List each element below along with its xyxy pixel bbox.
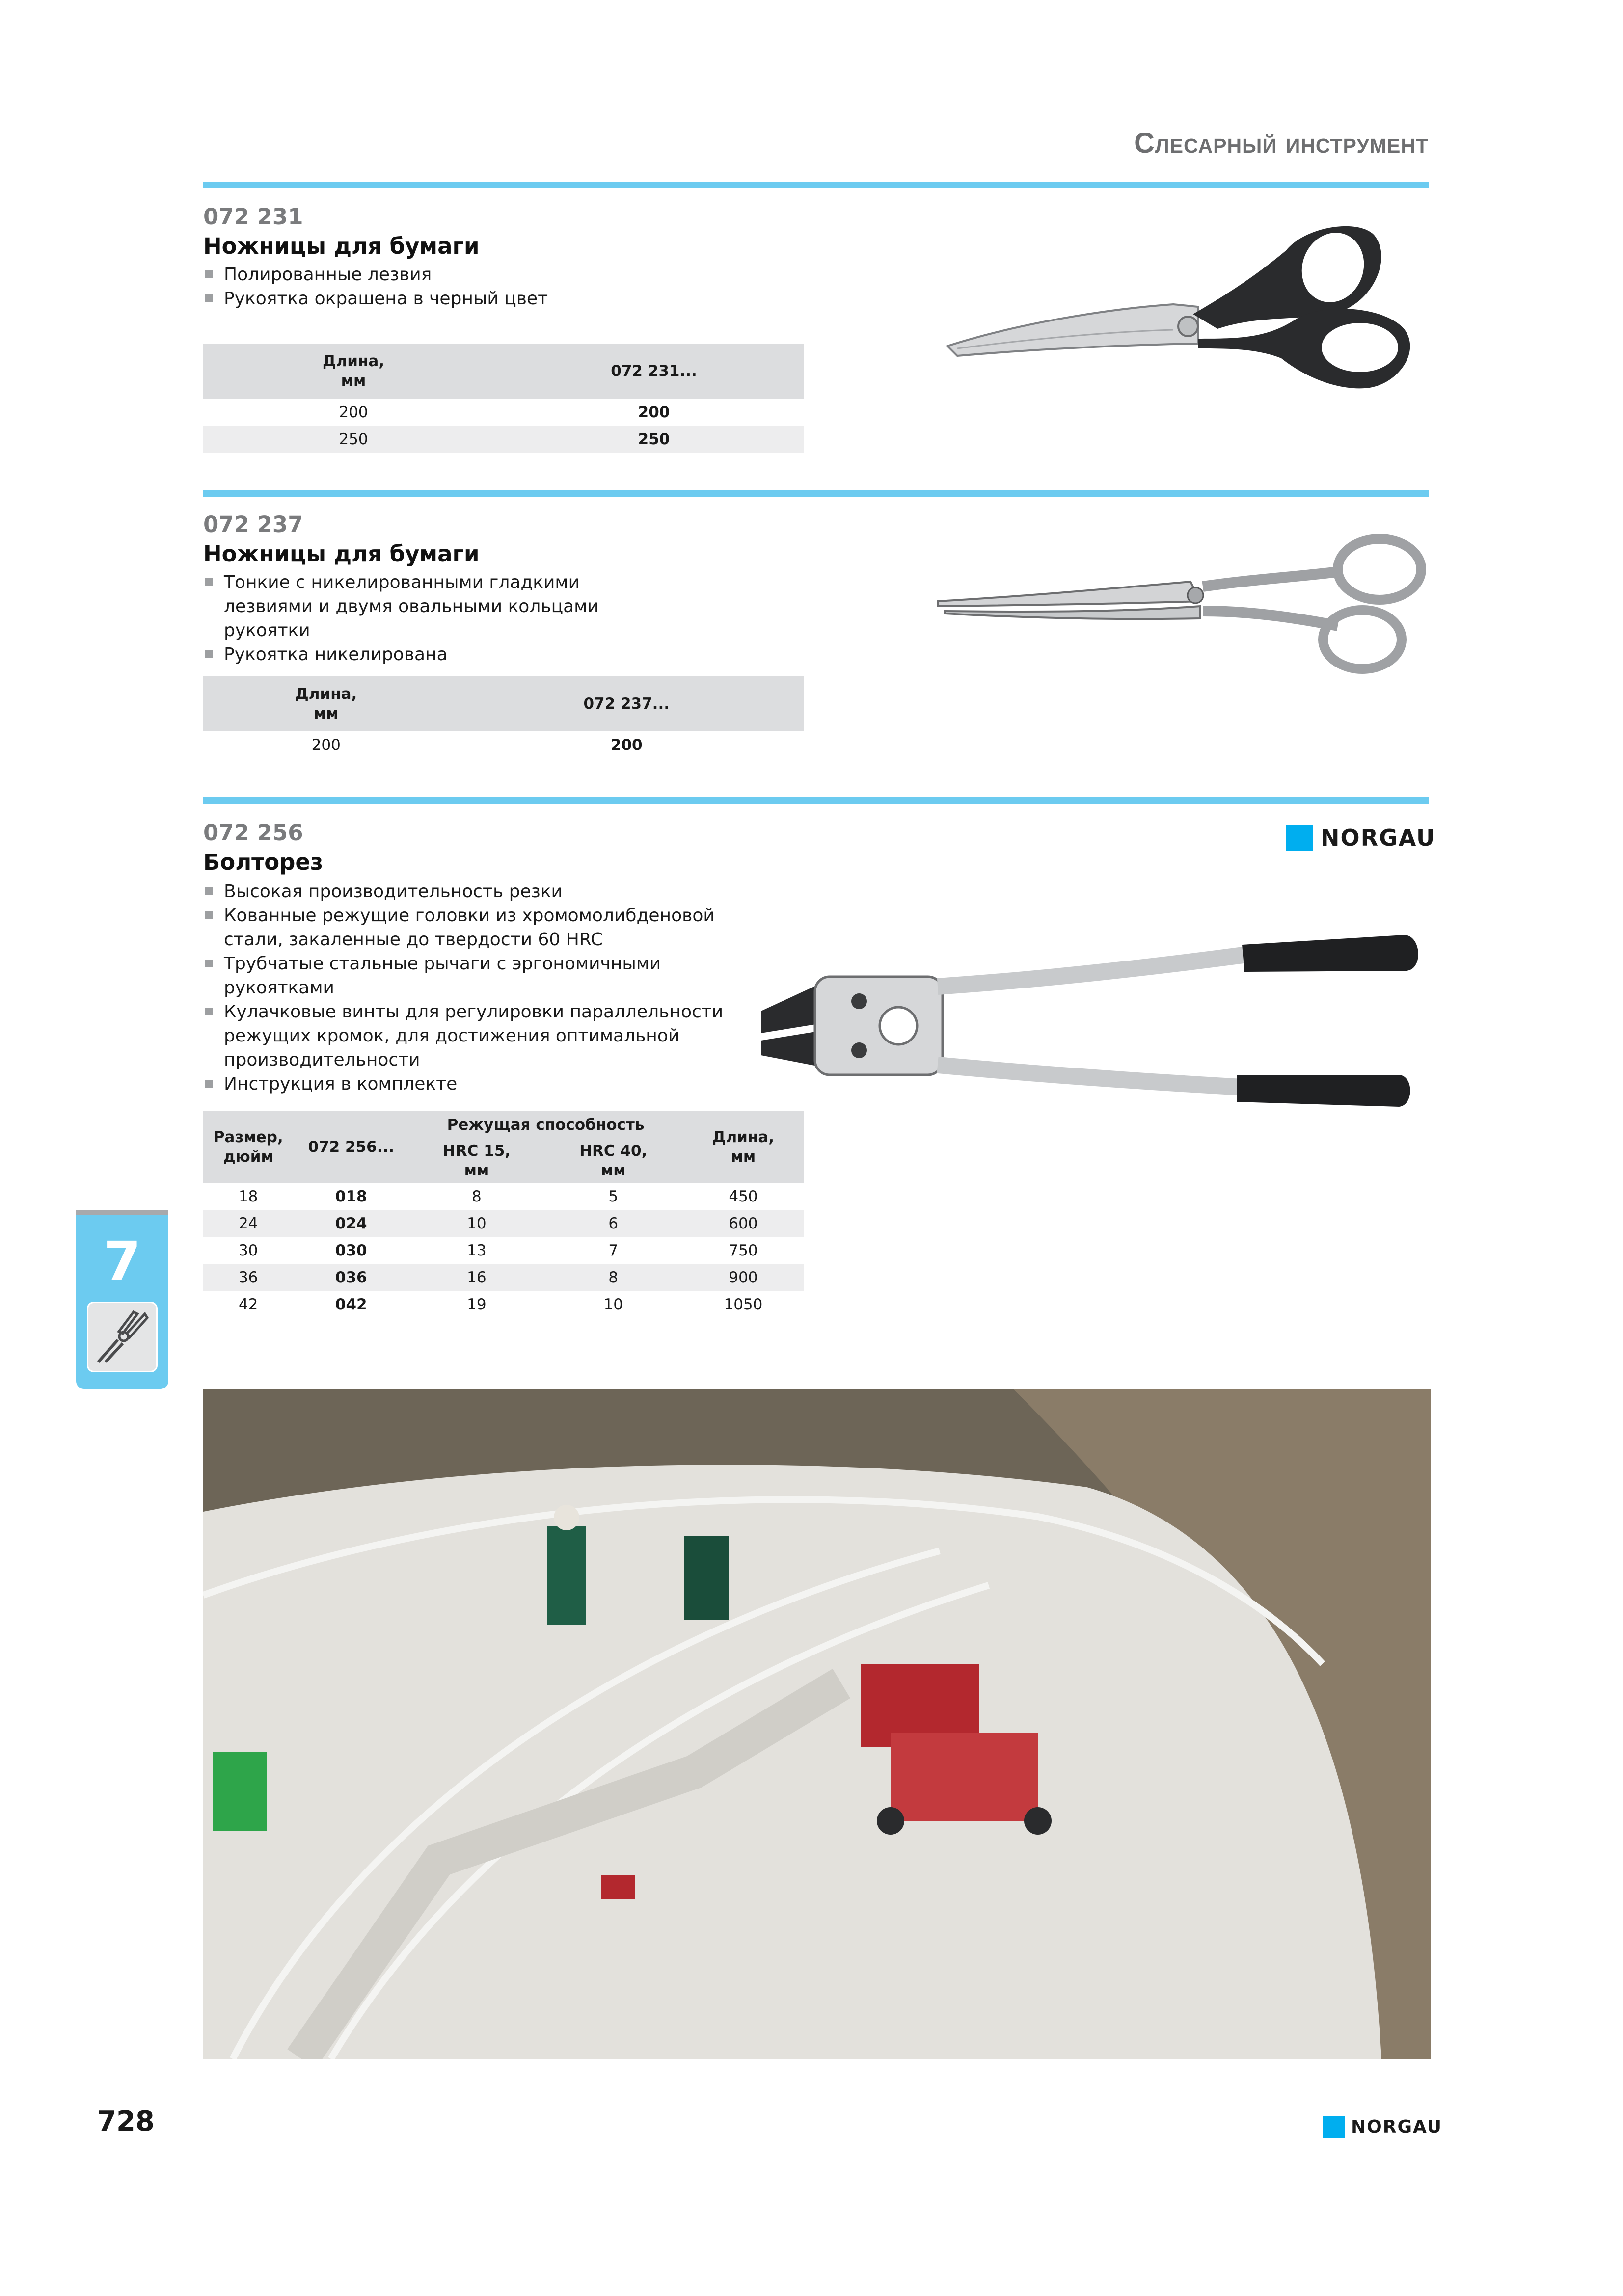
table-cell: 36: [203, 1264, 293, 1291]
product-code: 072 237: [203, 511, 303, 537]
feature-item: Рукоятка окрашена в черный цвет: [203, 287, 841, 311]
feature-item: Инструкция в комплекте: [203, 1072, 768, 1096]
feature-item: Полированные лезвия: [203, 263, 841, 287]
table-cell: 10: [603, 1295, 623, 1313]
table-cell: 250: [203, 426, 504, 453]
feature-item: Кованные режущие головки из хромомолибденовой стали, закаленные до твердости 60 HRC: [203, 904, 768, 952]
table-cell: 5: [608, 1187, 619, 1205]
product-title: Ножницы для бумаги: [203, 233, 480, 259]
column-header: Размер, дюйм: [203, 1111, 293, 1183]
table-cell: 030: [335, 1241, 367, 1259]
table-cell: 024: [293, 1210, 409, 1237]
column-header: 072 256...: [293, 1111, 409, 1183]
worksite-photo: [203, 1389, 1431, 2059]
table-cell: 200: [311, 736, 341, 754]
table-cell: 200: [339, 403, 368, 421]
table-cell: 200: [638, 403, 670, 421]
feature-list: [203, 570, 670, 667]
product-title: Болторез: [203, 849, 324, 875]
table-cell: 19: [467, 1295, 487, 1313]
footer-logo-mark: [1323, 2116, 1345, 2138]
table-cell: 13: [467, 1241, 487, 1259]
section-rule: [203, 182, 1429, 188]
column-header: HRC 40, мм: [544, 1139, 682, 1183]
feature-item: Кулачковые винты для регулировки параллельности режущих кромок, для достижения оптимальной производительности: [203, 1000, 768, 1072]
table-cell: 8: [472, 1187, 482, 1205]
spec-table: [203, 676, 804, 758]
column-header: Длина, мм: [682, 1111, 804, 1183]
table-cell: 42: [238, 1295, 258, 1313]
chapter-number: 7: [103, 1230, 141, 1293]
table-row: [203, 1183, 804, 1210]
paper-scissors-black-image: [943, 216, 1429, 412]
column-header: 072 231...: [504, 344, 804, 399]
column-header: Длина, мм: [203, 344, 504, 399]
brand-logo-mark: [1286, 825, 1313, 851]
table-row: [203, 399, 804, 426]
feature-item: Высокая производительность резки: [203, 880, 768, 904]
column-header: Длина, мм: [203, 676, 449, 731]
table-cell: 250: [504, 426, 804, 453]
bolt-cutter-image: [751, 928, 1429, 1124]
table-row: [203, 731, 804, 758]
feature-item: Трубчатые стальные рычаги с эргономичными рукоятками: [203, 952, 768, 1000]
page-number: 728: [97, 2106, 155, 2137]
footer-logo-text: NORGAU: [1351, 2117, 1442, 2137]
column-header: 072 237...: [449, 676, 805, 731]
table-row: [203, 1264, 804, 1291]
spec-table: [203, 1111, 804, 1318]
table-cell: 042: [335, 1295, 367, 1313]
brand-logo-text: NORGAU: [1321, 825, 1436, 851]
table-cell: 24: [203, 1210, 293, 1237]
section-title: Слесарный инструмент: [1134, 127, 1429, 159]
column-group-header: Режущая способность: [409, 1111, 682, 1139]
table-cell: 750: [729, 1241, 758, 1259]
table-cell: 1050: [724, 1295, 763, 1313]
product-code: 072 256: [203, 820, 303, 846]
table-cell: 8: [544, 1264, 682, 1291]
table-cell: 900: [682, 1264, 804, 1291]
table-cell: 450: [729, 1187, 758, 1205]
table-row: [203, 1237, 804, 1264]
product-title: Ножницы для бумаги: [203, 541, 480, 567]
paper-scissors-nickel-image: [935, 533, 1436, 680]
feature-item: Рукоятка никелирована: [203, 642, 670, 667]
product-code: 072 231: [203, 204, 303, 230]
chapter-tab-divider: [76, 1210, 168, 1215]
feature-list: [203, 263, 841, 311]
table-cell: 600: [682, 1210, 804, 1237]
table-row: [203, 426, 804, 453]
table-cell: 18: [238, 1187, 258, 1205]
table-row: [203, 1291, 804, 1318]
column-header: HRC 15, мм: [409, 1139, 544, 1183]
section-rule: [203, 490, 1429, 497]
table-cell: 6: [544, 1210, 682, 1237]
table-cell: 018: [335, 1187, 367, 1205]
table-cell: 200: [610, 736, 643, 754]
table-cell: 30: [238, 1241, 258, 1259]
table-cell: 036: [293, 1264, 409, 1291]
table-cell: 16: [409, 1264, 544, 1291]
feature-item: Тонкие с никелированными гладкими лезвиями и двумя овальными кольцами рукоятки: [203, 570, 670, 642]
section-rule: [203, 797, 1429, 804]
table-cell: 7: [608, 1241, 619, 1259]
table-row: [203, 1210, 804, 1237]
spec-table: [203, 344, 804, 453]
pliers-icon: [87, 1302, 158, 1372]
table-cell: 10: [409, 1210, 544, 1237]
feature-list: [203, 880, 768, 1096]
